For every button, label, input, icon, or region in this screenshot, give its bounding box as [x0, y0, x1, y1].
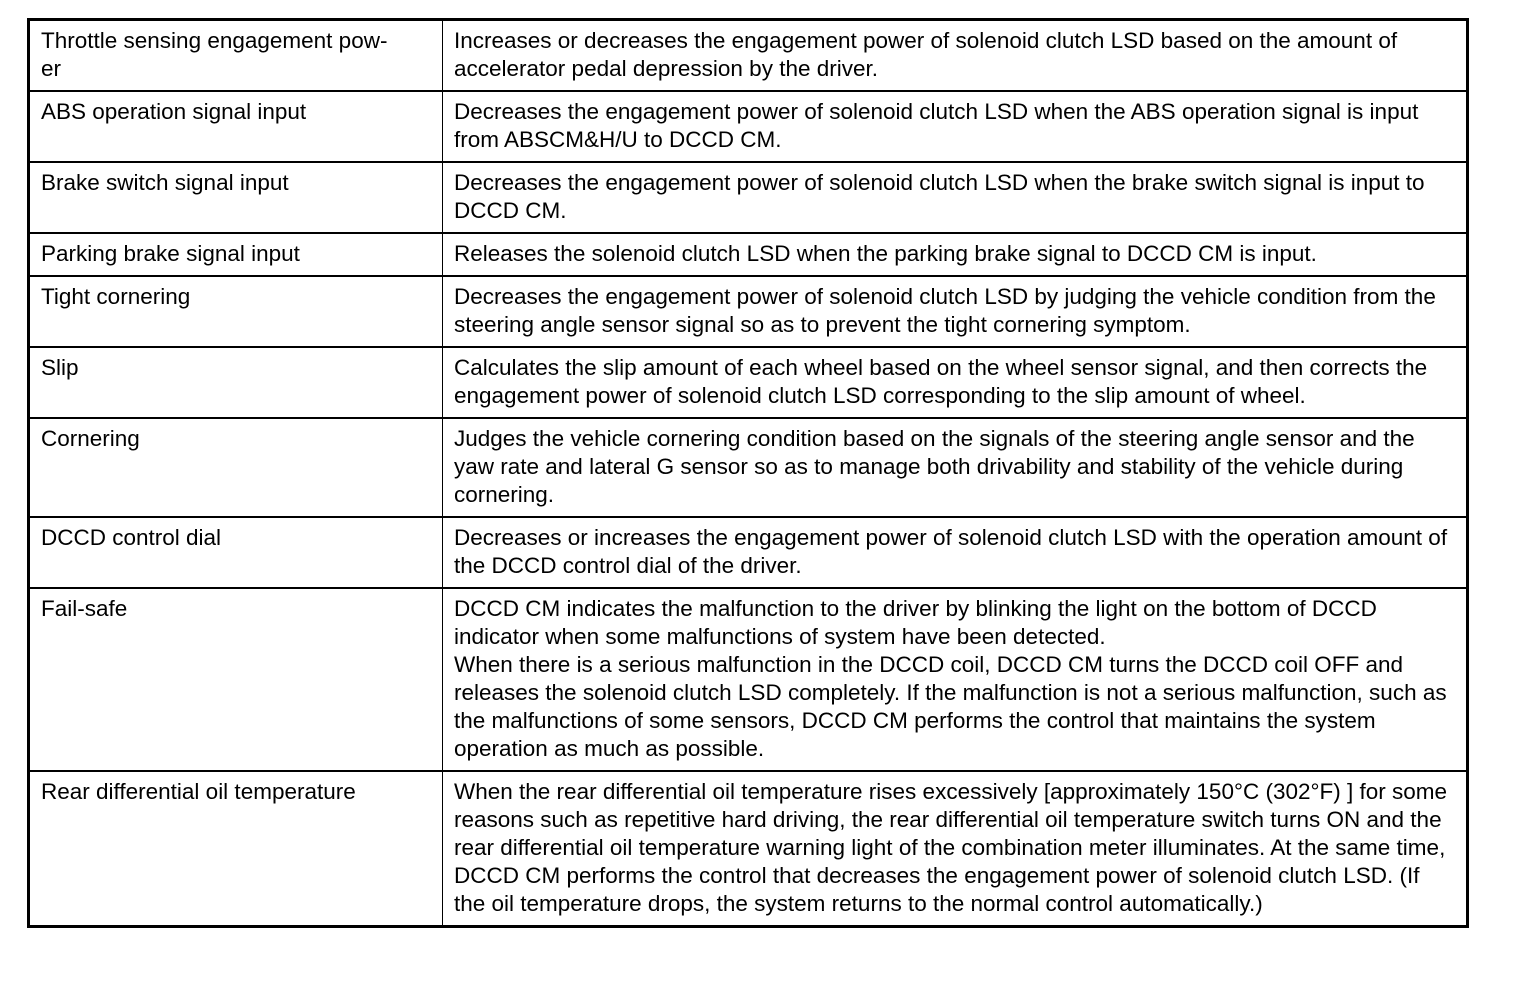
item-description-cell	[443, 233, 1468, 276]
table-row	[29, 347, 1468, 418]
description-text: When the rear differential oil temperature rises excessively [approximately 150°C (302°F) ] for some reasons such as repetitive hard driving, the rear differential oil temperature switch turns ON and the rear differential oil temperature warning light of the combination meter illuminates. At the same time, DCCD CM performs the control that decreases the engagement power of solenoid clutch LSD. (If the oil temperature drops, the system returns to the normal control automatically.)	[454, 779, 1447, 916]
table-row	[29, 517, 1468, 588]
table-row	[29, 91, 1468, 162]
item-description-cell	[443, 771, 1468, 927]
table-row	[29, 771, 1468, 927]
table-body	[29, 20, 1468, 927]
item-description-cell	[443, 162, 1468, 233]
table-row	[29, 418, 1468, 517]
description-text: Increases or decreases the engagement power of solenoid clutch LSD based on the amount of accelerator pedal depression by the driver.	[454, 28, 1398, 81]
item-name-cell: DCCD control dial	[29, 517, 443, 588]
item-name-cell: Rear differential oil temperature	[29, 771, 443, 927]
item-name-cell: ABS operation signal input	[29, 91, 443, 162]
table-row	[29, 588, 1468, 771]
description-text: Decreases the engagement power of solenoid clutch LSD by judging the vehicle condition from the steering angle sensor signal so as to prevent the tight cornering symptom.	[454, 284, 1436, 337]
item-description-cell	[443, 517, 1468, 588]
description-text: Releases the solenoid clutch LSD when the parking brake signal to DCCD CM is input.	[454, 241, 1317, 266]
description-text: Judges the vehicle cornering condition based on the signals of the steering angle sensor and the yaw rate and lateral G sensor so as to manage both drivability and stability of the vehicle during cornering.	[454, 426, 1415, 507]
item-name-cell: Cornering	[29, 418, 443, 517]
description-text: DCCD CM indicates the malfunction to the driver by blinking the light on the bottom of DCCD indicator when some malfunctions of system have been detected.	[454, 596, 1377, 649]
item-name-cell: Tight cornering	[29, 276, 443, 347]
item-name-cell: Slip	[29, 347, 443, 418]
item-description-cell	[443, 91, 1468, 162]
table-row	[29, 162, 1468, 233]
item-description-cell	[443, 276, 1468, 347]
item-description-cell	[443, 20, 1468, 92]
table-row	[29, 276, 1468, 347]
description-text: Calculates the slip amount of each wheel based on the wheel sensor signal, and then corrects the engagement power of solenoid clutch LSD corresponding to the slip amount of wheel.	[454, 355, 1428, 408]
item-description-cell	[443, 588, 1468, 771]
description-text: When there is a serious malfunction in the DCCD coil, DCCD CM turns the DCCD coil OFF and releases the solenoid clutch LSD completely. If the malfunction is not a serious malfunction, such as the malfunctions of some sensors, DCCD CM performs the control that maintains the system operation as much as possible.	[454, 652, 1447, 761]
item-description-cell	[443, 347, 1468, 418]
control-description-table	[27, 18, 1469, 928]
table-row	[29, 20, 1468, 92]
item-name-cell: Fail-safe	[29, 588, 443, 771]
item-name-cell: Throttle sensing engagement pow- er	[29, 20, 443, 92]
item-name-cell: Brake switch signal input	[29, 162, 443, 233]
description-text: Decreases the engagement power of solenoid clutch LSD when the brake switch signal is input to DCCD CM.	[454, 170, 1425, 223]
description-text: Decreases or increases the engagement power of solenoid clutch LSD with the operation amount of the DCCD control dial of the driver.	[454, 525, 1448, 578]
item-description-cell	[443, 418, 1468, 517]
table-row	[29, 233, 1468, 276]
item-name-cell: Parking brake signal input	[29, 233, 443, 276]
description-text: Decreases the engagement power of solenoid clutch LSD when the ABS operation signal is input from ABSCM&H/U to DCCD CM.	[454, 99, 1419, 152]
